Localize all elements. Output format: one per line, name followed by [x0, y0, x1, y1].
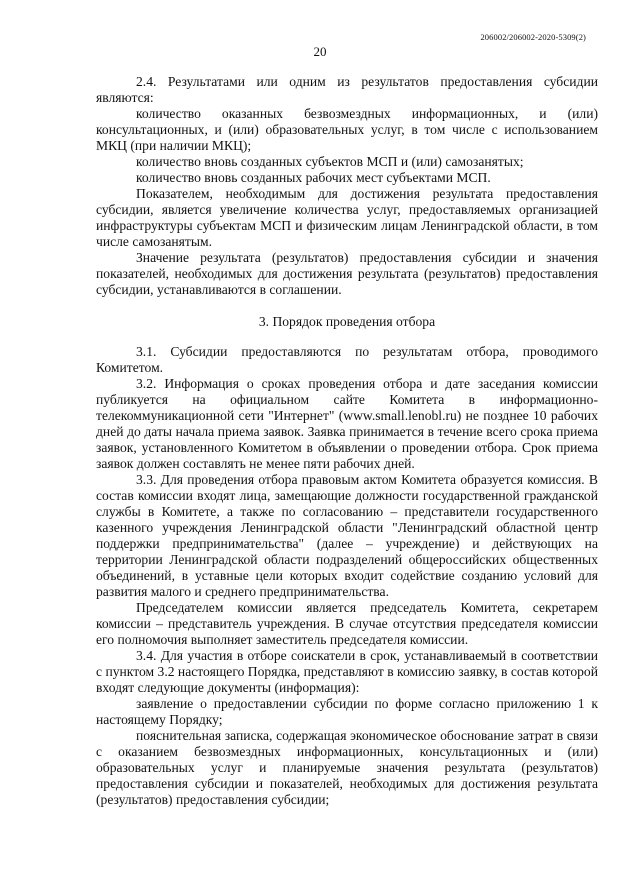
- paragraph-3-4: 3.4. Для участия в отборе соискатели в срок, устанавливаемый в соответствии с пунктом 3.2 настоящего Порядка, представляют в комиссию заявку, в состав которой входят следующие документы (информация):: [96, 648, 598, 695]
- paragraph-3-1: 3.1. Субсидии предоставляются по результатам отбора, проводимого Комитетом.: [96, 344, 598, 375]
- section-heading: 3. Порядок проведения отбора: [258, 314, 436, 329]
- paragraph-indicator: Показателем, необходимым для достижения результата предоставления субсидии, является увеличение количества услуг, предоставляемых организацией инфраструктуры субъектам МСП и физическим лицам Ленинградской области, в том числе самозанятым.: [96, 186, 598, 249]
- document-id: 206002/206002-2020-5309(2): [480, 32, 586, 42]
- page-number: 20: [313, 44, 327, 59]
- paragraph-services-count: количество оказанных безвозмездных информационных, и (или) консультационных, и (или) образовательных услуг, в том числе с использованием МКЦ (при наличии МКЦ);: [96, 106, 598, 153]
- paragraph-commission-chair: Председателем комиссии является председатель Комитета, секретарем комиссии – представитель учреждения. В случае отсутствия председателя комиссии его полномочия выполняет заместитель председателя комиссии.: [96, 600, 598, 647]
- paragraph-3-3: 3.3. Для проведения отбора правовым актом Комитета образуется комиссия. В состав комиссии входят лица, замещающие должности государственной гражданской службы в Комитете, а также по согласованию – представители государственного казенного учреждения Ленинградской области "Ленинградский областной центр поддержки предпринимательства" (далее – учреждение) и действующих на территории Ленинградской области подразделений общероссийских общественных объединений, в уставные цели которых входит содействие созданию условий для развития малого и среднего предпринимательства.: [96, 472, 598, 599]
- paragraph-3-2: 3.2. Информация о сроках проведения отбора и дате заседания комиссии публикуется на официальном сайте Комитета в информационно-телекоммуникационной сети "Интернет" (www.small.lenobl.ru) не позднее 10 рабочих дней до даты начала приема заявок. Заявка принимается в течение всего срока приема заявок, установленного Комитетом в объявлении о проведении отбора. Срок приема заявок должен составлять не менее пяти рабочих дней.: [96, 376, 598, 471]
- paragraph-2-4: 2.4. Результатами или одним из результатов предоставления субсидии являются:: [96, 74, 598, 105]
- paragraph-explanatory-note: пояснительная записка, содержащая экономическое обоснование затрат в связи с оказанием безвозмездных информационных, консультационных и (или) образовательных услуг и планируемые значения результата (результатов) предоставления субсидии и показателей, необходимых для достижения результата (результатов) предоставления субсидии;: [96, 728, 598, 807]
- paragraph-new-entities: количество вновь созданных субъектов МСП и (или) самозанятых;: [136, 154, 524, 169]
- paragraph-new-jobs: количество вновь созданных рабочих мест субъектами МСП.: [136, 170, 491, 185]
- paragraph-application: заявление о предоставлении субсидии по форме согласно приложению 1 к настоящему Порядку;: [96, 696, 598, 727]
- document-body: [96, 74, 598, 808]
- paragraph-result-values: Значение результата (результатов) предоставления субсидии и значения показателей, необходимых для достижения результата (результатов) предоставления субсидии, устанавливаются в соглашении.: [96, 250, 598, 297]
